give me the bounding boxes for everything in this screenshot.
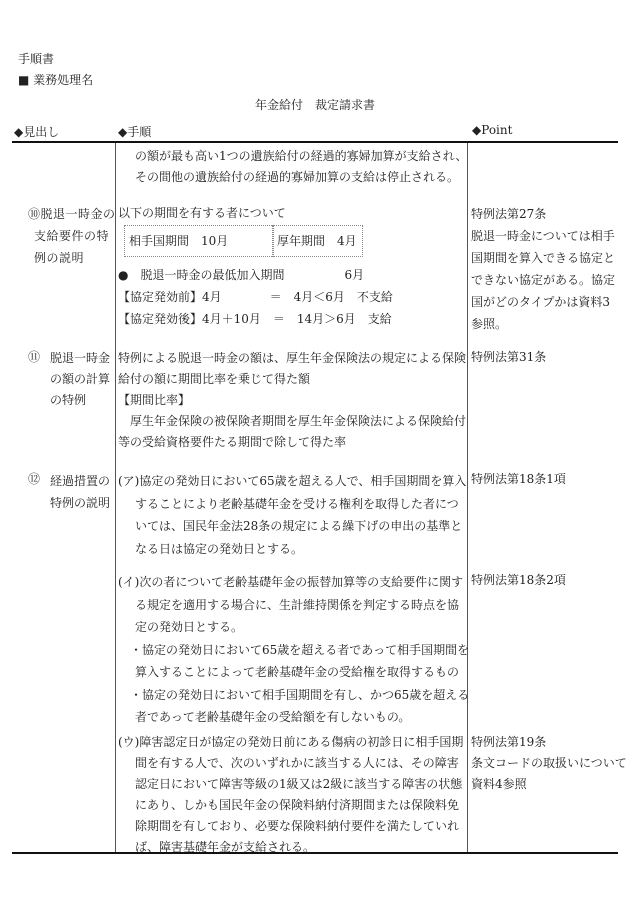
- column-header-procedure: ◆手順: [118, 125, 152, 139]
- row11-number: ⑪: [28, 350, 41, 364]
- text-line: 等の受給資格要件たる期間で除して得た率: [118, 435, 347, 449]
- page-title: 年金給付 裁定請求書: [255, 98, 376, 112]
- period-foreign: 相手国期間 10月: [129, 234, 229, 248]
- header-divider: [12, 141, 618, 143]
- text-line: の額の計算: [50, 372, 111, 386]
- text-line: 国がどのタイプかは資料3: [471, 295, 611, 309]
- text-line: の額が最も高い1つの遺族給付の経過的寡婦加算が支給され、: [135, 149, 468, 163]
- text-line: ・協定の発効日において相手国期間を有し、かつ65歳を超える: [130, 687, 470, 702]
- text-line: することにより老齢基礎年金を受ける権利を取得した者につ: [135, 496, 459, 511]
- text-line: の特例: [50, 393, 87, 407]
- text-line: 除期間を有しており、必要な保険料納付要件を満たしていれ: [135, 819, 460, 833]
- text-line: 【協定発効後】4月＋10月 ＝ 14月＞6月 支給: [118, 312, 392, 326]
- row11-procedure: [118, 348, 466, 453]
- text-line: 【期間比率】: [118, 393, 191, 407]
- text-line: 脱退一時金: [50, 351, 111, 365]
- row11-point: 特例法第31条: [471, 350, 547, 364]
- row12-heading: [50, 470, 110, 514]
- row11-heading: [50, 348, 110, 411]
- text-line: 特例法第19条: [471, 735, 547, 749]
- period-box-right: [272, 225, 363, 257]
- text-line: 算入することによって老齢基礎年金の受給権を取得するもの: [135, 665, 460, 679]
- business-name-label: ■ 業務処理名: [18, 73, 94, 87]
- row10-heading: [28, 203, 116, 269]
- text-line: その間他の遺族給付の経過的寡婦加算の支給は停止される。: [135, 170, 460, 184]
- text-line: 間を有する人で、次のいずれかに該当する人には、その障害: [135, 756, 459, 770]
- row12-number: ⑫: [28, 472, 41, 486]
- item-a-procedure: [118, 470, 466, 560]
- text-line: 支給要件の特: [34, 229, 110, 243]
- item-a-point: 特例法第18条1項: [471, 472, 566, 486]
- text-line: にあり、しかも国民年金の保険料納付済期間または保険料免: [135, 798, 460, 812]
- text-line: ● 脱退一時金の最低加入期間 6月: [118, 268, 365, 282]
- period-pension: 厚年期間 4月: [277, 234, 357, 248]
- text-line: 認定日において障害等級の1級又は2級に該当する障害の状態: [135, 777, 463, 791]
- row10-lines: [118, 264, 393, 330]
- text-line: (イ)次の者について老齢基礎年金の振替加算等の支給要件に関す: [118, 575, 464, 589]
- text-line: 厚生年金保険の被保険者期間を厚生年金保険法による保険給付: [118, 414, 467, 428]
- text-line: 【協定発効前】4月 ＝ 4月＜6月 不支給: [118, 290, 393, 304]
- item-u-point: [471, 732, 627, 795]
- text-line: できない協定がある。協定: [471, 273, 616, 287]
- text-line: ⑩脱退一時金の: [28, 207, 116, 221]
- text-line: いては、国民年金法28条の規定による繰下げの申出の基準と: [135, 519, 463, 533]
- text-line: (ア)協定の発効日において65歳を超える人で、相手国期間を算入: [118, 474, 467, 488]
- text-line: 特例による脱退一時金の額は、厚生年金保険法の規定による保険: [118, 351, 467, 365]
- text-line: 定の発効日とする。: [135, 620, 244, 634]
- text-line: 経過措置の: [50, 474, 111, 488]
- row10-intro: 以下の期間を有する者について: [118, 206, 286, 220]
- text-line: ・協定の発効日において65歳を超える者であって相手国期間を: [130, 642, 470, 657]
- row10-point: [471, 203, 615, 335]
- text-line: なる日は協定の発効日とする。: [135, 541, 304, 556]
- text-line: 例の説明: [34, 251, 85, 265]
- doc-type-label: 手順書: [18, 52, 55, 66]
- text-line: ば、障害基礎年金が支給される。: [135, 840, 316, 854]
- item-i-procedure: [118, 571, 469, 729]
- text-line: 者であって老齢基礎年金の受給額を有しないもの。: [135, 710, 411, 724]
- column-header-heading: ◆見出し: [14, 125, 60, 139]
- text-line: 国期間を算入できる協定と: [471, 251, 616, 265]
- continued-procedure: [135, 146, 467, 188]
- text-line: 脱退一時金については相手: [471, 229, 615, 243]
- column-header-point: ◆Point: [472, 123, 513, 137]
- period-box-left: [124, 225, 274, 257]
- item-u-procedure: [118, 732, 463, 858]
- text-line: 参照。: [471, 317, 508, 331]
- text-line: る規定を適用する場合に、生計維持関係を判定する時点を協: [135, 597, 460, 612]
- text-line: 特例法第27条: [471, 207, 547, 221]
- text-line: 給付の額に期間比率を乗じて得た額: [118, 372, 311, 386]
- item-i-point: 特例法第18条2項: [471, 573, 566, 587]
- column-divider: [467, 143, 468, 852]
- text-line: 条文コードの取扱いについて: [471, 756, 627, 770]
- text-line: (ウ)障害認定日が協定の発効日前にある傷病の初診日に相手国期: [118, 735, 464, 749]
- text-line: 特例の説明: [50, 496, 111, 510]
- text-line: 資料4参照: [471, 777, 527, 791]
